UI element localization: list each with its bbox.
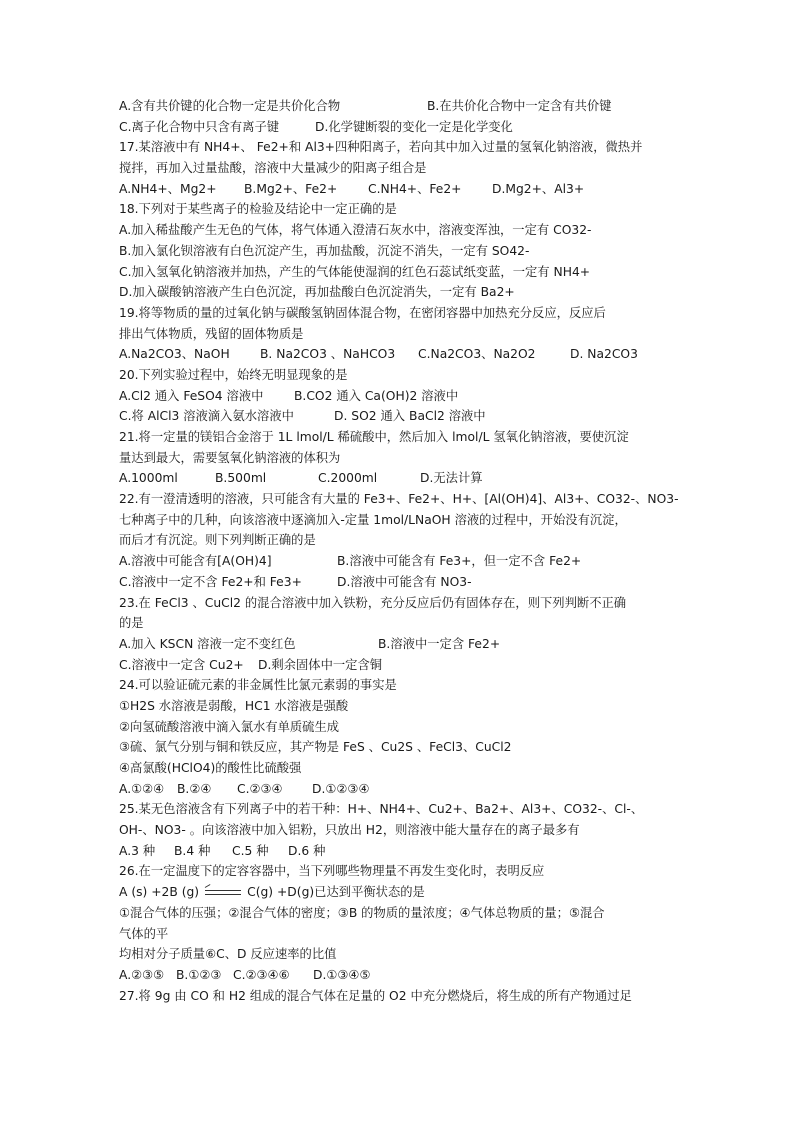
q17-stem-line2: 搅拌，再加入过量盐酸，溶液中大量减少的阳离子组合是 [119, 161, 427, 176]
q26-option-d: D.①③④⑤ [313, 967, 371, 982]
q19-stem-line1: 19.将等物质的量的过氧化钠与碳酸氢钠固体混合物，在密闭容器中加热充分反应，反应后 [119, 305, 606, 320]
q23-options-ab [119, 634, 679, 655]
q25-option-a: A.3 种 [119, 843, 156, 858]
q24-option-a: A.①②④ [119, 781, 165, 796]
q26-items-line1: ①混合气体的压强；②混合气体的密度；③B 的物质的量浓度；④气体总物质的量；⑤混合 [119, 905, 605, 920]
q20-options-ab [119, 386, 679, 407]
q24-options [119, 779, 679, 800]
q22-option-c: C.溶液中一定不含 Fe2+和 Fe3+ [119, 574, 302, 589]
q20-stem: 20.下列实验过程中，始终无明显现象的是 [119, 367, 348, 382]
q19-option-c: C.Na2CO3、Na2O2 [418, 347, 536, 362]
q16-options-ab [119, 96, 679, 117]
q23-stem-line2: 的是 [119, 616, 144, 631]
q25-options [119, 841, 679, 862]
q16-option-c: C.离子化合物中只含有离子键 [119, 119, 280, 134]
q21-option-c: C.2000ml [318, 471, 378, 486]
q21-options [119, 468, 679, 489]
q20-options-cd [119, 406, 679, 427]
q20-option-b: B.CO2 通入 Ca(OH)2 溶液中 [294, 388, 459, 403]
q24-option-c: C.②③④ [237, 781, 283, 796]
q24-item-4: ④高氯酸(HClO4)的酸性比硫酸强 [119, 761, 302, 775]
q24-option-d: D.①②③④ [312, 781, 370, 796]
q20-option-a: A.Cl2 通入 FeSO4 溶液中 [119, 388, 264, 403]
q16-option-a: A.含有共价键的化合物一定是共价化合物 [119, 99, 341, 113]
q23-options-cd [119, 655, 679, 676]
q19-options [119, 344, 679, 365]
q23-option-d: D.剩余固体中一定含铜 [258, 657, 383, 672]
q22-option-a: A.溶液中可能含有[A(OH)4] [119, 554, 272, 569]
q19-option-b: B. Na2CO3 、NaHCO3 [260, 347, 396, 362]
q26-option-a: A.②③⑤ [119, 967, 165, 982]
q26-option-b: B.①②③ [176, 967, 222, 982]
q16-option-b: B.在共价化合物中一定含有共价键 [427, 99, 612, 113]
q24-option-b: B.②④ [177, 781, 212, 796]
q24-item-3: ③硫、氯气分别与铜和铁反应，其产物是 FeS 、Cu2S 、FeCl3、CuCl2 [119, 740, 512, 755]
q26-stem: 26.在一定温度下的定容容器中，当下列哪些物理量不再发生变化时，表明反应 [119, 864, 545, 879]
q25-option-c: C.5 种 [232, 843, 269, 858]
q21-stem-line1: 21.将一定量的镁铝合金溶于 1L lmol/L 稀硫酸中，然后加入 lmol/L 氢氧化钠溶液，要使沉淀 [119, 430, 629, 444]
q23-stem-line1: 23.在 FeCl3 、CuCl2 的混合溶液中加入铁粉，充分反应后仍有固体存在，则下列判断不正确 [119, 595, 627, 610]
q18-option-c: C.加入氢氧化钠溶液并加热，产生的气体能使湿润的红色石蕊试纸变蓝，一定有 NH4+ [119, 264, 591, 279]
q26-items-line2: 气体的平 [119, 926, 169, 941]
q26-equation-left: A (s) +2B (g) [119, 885, 200, 900]
q21-option-a: A.1000ml [119, 471, 178, 486]
q18-option-b: B.加入氯化钡溶液有白色沉淀产生，再加盐酸，沉淀不消失，一定有 SO42- [119, 243, 530, 258]
q26-equation [119, 882, 679, 903]
q22-stem-line1: 22.有一澄清透明的溶液，只可能含有大量的 Fe3+、Fe2+、H+、[Al(OH)4]、Al3+、CO32-、NO3- [119, 492, 679, 507]
q22-option-d: D.溶液中可能含有 NO3- [337, 574, 472, 589]
q21-option-b: B.500ml [215, 471, 267, 486]
q22-options-cd [119, 572, 679, 593]
q21-option-d: D.无法计算 [420, 471, 483, 486]
q22-stem-line3: 而后才有沉淀。则下列判断正确的是 [119, 533, 316, 548]
q17-option-a: A.NH4+、Mg2+ [119, 181, 217, 196]
q27-stem-line1: 27.将 9g 由 CO 和 H2 组成的混合气体在足量的 O2 中充分燃烧后，将生成的所有产物通过足 [119, 988, 632, 1003]
q24-item-1: ①H2S 水溶液是弱酸，HC1 水溶液是强酸 [119, 698, 349, 713]
q26-option-c: C.②③④⑥ [233, 967, 290, 982]
q26-equation-right: C(g) +D(g)已达到平衡状态的是 [247, 885, 425, 900]
q20-option-c: C.将 AlCl3 溶液滴入氨水溶液中 [119, 409, 294, 424]
q19-option-a: A.Na2CO3、NaOH [119, 347, 230, 362]
q16-options-cd [119, 117, 679, 138]
q26-options [119, 965, 679, 986]
q23-option-c: C.溶液中一定含 Cu2+ [119, 657, 244, 672]
q19-option-d: D. Na2CO3 [570, 347, 638, 362]
q18-option-a: A.加入稀盐酸产生无色的气体，将气体通入澄清石灰水中，溶液变浑浊，一定有 CO32- [119, 223, 592, 238]
q17-option-c: C.NH4+、Fe2+ [368, 181, 462, 196]
q25-stem-line1: 25.某无色溶液含有下列离子中的若干种：H+、NH4+、Cu2+、Ba2+、Al3+、CO32-、Cl-、 [119, 802, 644, 817]
exam-page [119, 96, 679, 1006]
q18-option-d: D.加入碳酸钠溶液产生白色沉淀，再加盐酸白色沉淀消失，一定有 Ba2+ [119, 285, 515, 300]
q17-option-d: D.Mg2+、Al3+ [492, 181, 585, 196]
q21-stem-line2: 量达到最大，需要氢氧化钠溶液的体积为 [119, 450, 341, 465]
q23-option-a: A.加入 KSCN 溶液一定不变红色 [119, 636, 296, 651]
q25-option-d: D.6 种 [288, 843, 326, 858]
q24-stem: 24.可以验证硫元素的非金属性比氯元素弱的事实是 [119, 678, 397, 693]
q19-stem-line2: 排出气体物质，残留的固体物质是 [119, 326, 304, 341]
q22-stem-line2: 七种离子中的几种，向该溶液中逐滴加入-定量 1mol/LNaOH 溶液的过程中，开始没有沉淀， [119, 512, 627, 527]
q22-options-ab [119, 551, 679, 572]
q22-option-b: B.溶液中可能含有 Fe3+，但一定不含 Fe2+ [337, 554, 582, 569]
q17-options [119, 179, 679, 200]
equilibrium-arrow-icon [203, 888, 243, 898]
q17-stem-line1: 17.某溶液中有 NH4+、 Fe2+和 Al3+四种阳离子，若向其中加入过量的氢氧化钠溶液，微热并 [119, 140, 643, 155]
q16-option-d: D.化学键断裂的变化一定是化学变化 [315, 119, 513, 134]
q18-stem: 18.下列对于某些离子的检验及结论中一定正确的是 [119, 202, 397, 217]
q26-items-line3: 均相对分子质量⑥C、D 反应速率的比值 [119, 947, 337, 962]
q24-item-2: ②向氢硫酸溶液中滴入氯水有单质硫生成 [119, 719, 340, 734]
q23-option-b: B.溶液中一定含 Fe2+ [378, 636, 501, 651]
q17-option-b: B.Mg2+、Fe2+ [244, 181, 338, 196]
q25-stem-line2: OH-、NO3- 。向该溶液中加入铝粉，只放出 H2，则溶液中能大量存在的离子最多有 [119, 823, 580, 838]
q25-option-b: B.4 种 [174, 843, 211, 858]
q20-option-d: D. SO2 通入 BaCl2 溶液中 [334, 409, 486, 424]
